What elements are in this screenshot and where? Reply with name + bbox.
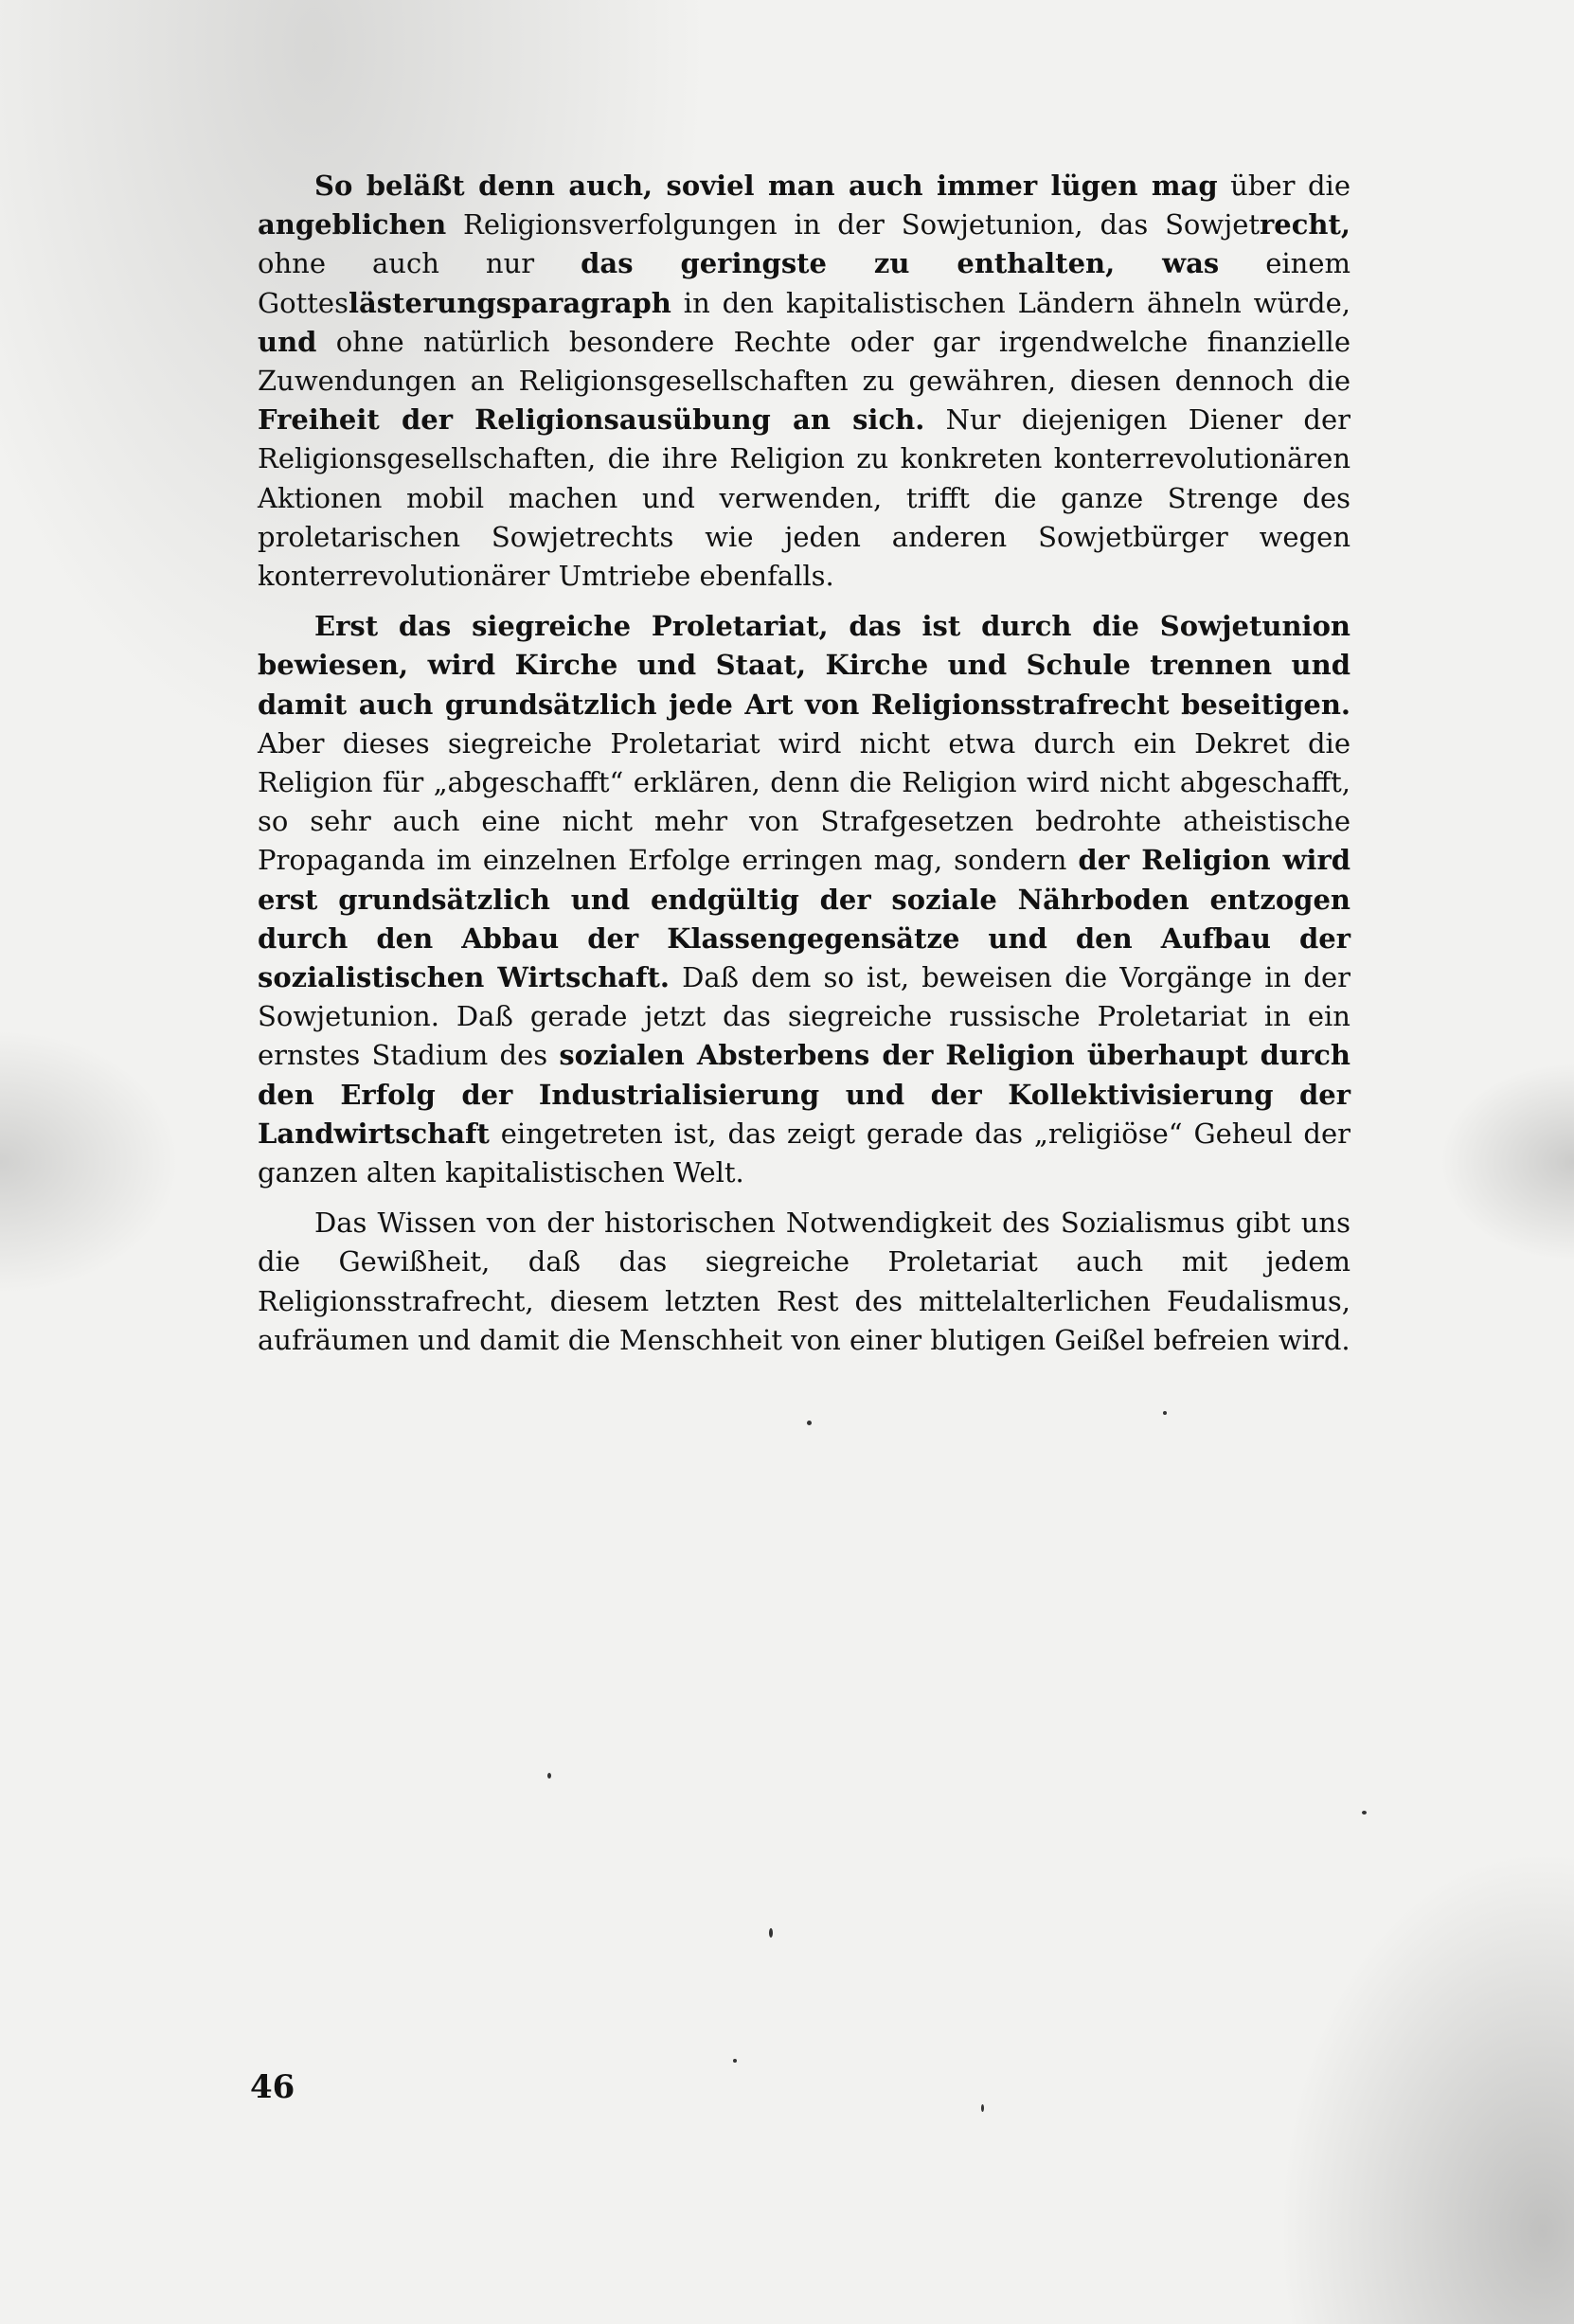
bold-text-run: lästerungsparagraph bbox=[348, 286, 671, 319]
print-speck bbox=[547, 1773, 551, 1779]
bold-text-run: der Religion wird erst grundsätzlich und endgültig der soziale Nährboden entzogen durch den Abbau der Klassengegensätze und den Aufbau der sozialistischen Wirtschaft. bbox=[258, 844, 1350, 994]
text-run: ohne auch nur bbox=[258, 247, 581, 280]
bold-text-run: und bbox=[258, 325, 317, 358]
print-speck bbox=[733, 2059, 737, 2063]
paragraph-3 bbox=[258, 1204, 1350, 1360]
bold-text-run: sozialen Absterbens der Religion überhaupt durch den Erfolg der Industrialisierung und der Kollektivisierung der Landwirtschaft bbox=[258, 1039, 1351, 1150]
text-run: in den kapitalistischen Ländern ähneln würde, bbox=[671, 286, 1350, 319]
page-number: 46 bbox=[250, 2068, 295, 2106]
print-speck bbox=[769, 1928, 773, 1938]
print-speck bbox=[981, 2104, 984, 2112]
bold-text-run: Freiheit der Religionsausübung an sich. bbox=[258, 403, 925, 437]
paragraph-1 bbox=[258, 167, 1350, 596]
text-run: Aber dieses siegreiche Proletariat wird nicht etwa durch ein Dekret die Religion für „abgeschafft“ erklären, denn die Religion wird nicht abgeschafft, so sehr auch eine nicht mehr von Strafgesetzen bedrohte atheistische Propaganda im einzelnen Erfolge erringen mag, sondern bbox=[258, 726, 1350, 877]
text-run: Religionsverfolgungen in der Sowjetunion, das Sowjet bbox=[446, 208, 1261, 241]
bold-text-run: recht, bbox=[1260, 208, 1350, 241]
text-run: Das Wissen von der historischen Notwendigkeit des Sozialismus gibt uns die Gewißheit, daß das siegreiche Proletariat auch mit jedem Religionsstrafrecht, diesem letzten Rest des mittelalterlichen Feudalismus, aufräumen und damit die Menschheit von einer blutigen Geißel befreien wird. bbox=[258, 1207, 1350, 1356]
text-run: über die bbox=[1217, 170, 1350, 202]
print-speck bbox=[807, 1421, 812, 1425]
paragraph-2 bbox=[258, 607, 1350, 1192]
bold-text-run: So belä bbox=[314, 170, 432, 202]
print-speck bbox=[1362, 1811, 1367, 1815]
text-run: Nur diejenigen Diener der Religionsgesellschaften, die ihre Religion zu konkreten konterrevolutionären Aktionen mobil machen und verwenden, trifft die ganze Strenge des proletarischen Sowjetrechts wie jeden anderen Sowjetbürger wegen konterrevolutionärer Umtriebe ebenfalls. bbox=[258, 403, 1350, 593]
bold-text-run: Erst das siegreiche Proletariat, das ist durch die Sowjetunion bewiesen, wird Kirche und Staat, Kirche und Schule trennen und damit auch grundsätzlich jede Art von Religionsstrafrecht beseitigen. bbox=[258, 610, 1350, 721]
body-text bbox=[258, 167, 1350, 1360]
text-run: ohne natürlich besondere Rechte oder gar irgendwelche finanzielle Zuwendungen an Religionsgesellschaften zu gewähren, diesen dennoch die bbox=[258, 325, 1350, 398]
text-run: Daß dem so ist, beweisen die Vorgänge in der Sowjetunion. Daß gerade jetzt das siegreiche russische Proletariat in ein ernstes Stadium des bbox=[258, 961, 1350, 1072]
bold-text-run: ßt denn auch, soviel man auch immer lügen mag bbox=[431, 170, 1218, 202]
bold-text-run: das geringste zu enthalten, was bbox=[581, 247, 1220, 280]
bold-text-run: angeblichen bbox=[258, 208, 447, 241]
text-run: eingetreten ist, das zeigt gerade das „religiöse“ Geheul der ganzen alten kapitalistischen Welt. bbox=[258, 1117, 1350, 1189]
print-speck bbox=[1163, 1411, 1167, 1415]
text-run: einem Gottes bbox=[258, 247, 1351, 319]
